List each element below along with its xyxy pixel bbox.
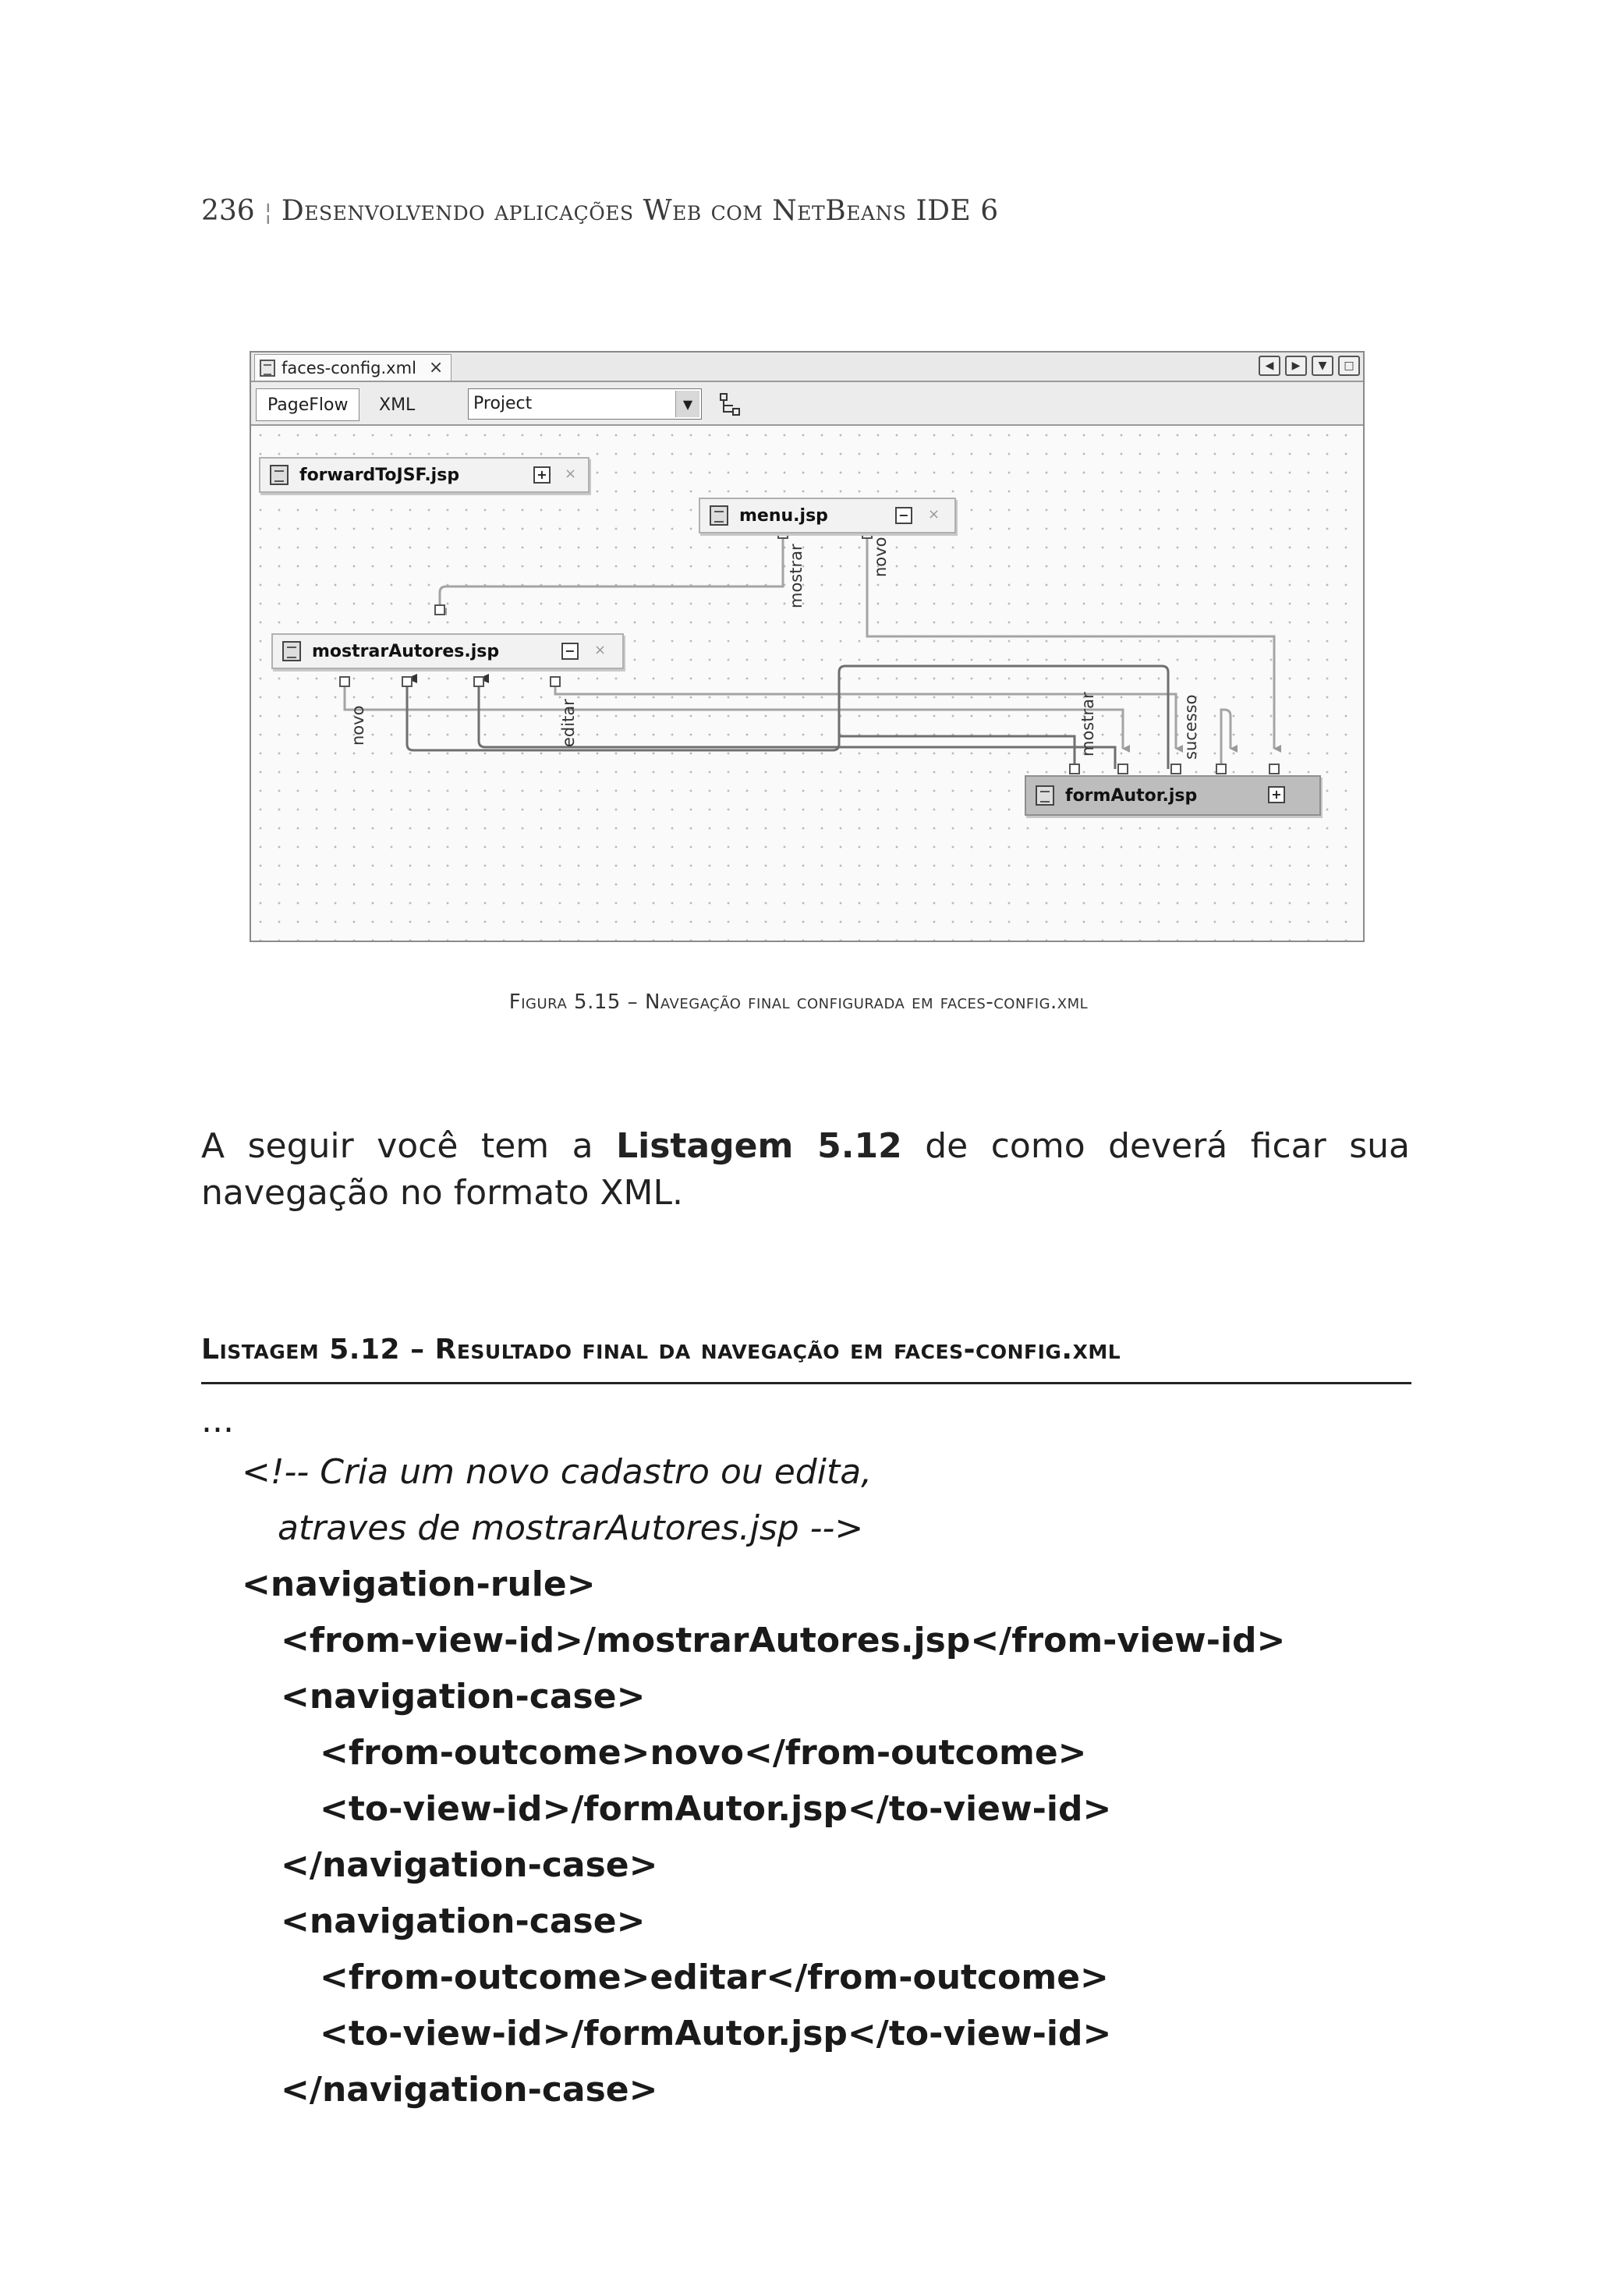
label-autores-novo: novo <box>349 705 367 746</box>
label-menu-novo: novo <box>871 537 890 577</box>
close-icon[interactable]: × <box>594 642 607 658</box>
edge-form-mostrar-a <box>839 666 1168 769</box>
code-line: <from-view-id>/mostrarAutores.jsp</from-view-id> <box>281 1621 1286 1660</box>
maximize-icon[interactable]: □ <box>1338 356 1360 376</box>
close-icon[interactable]: × <box>928 506 940 523</box>
layout-scene-icon[interactable] <box>717 392 744 418</box>
paragraph-text-before: A seguir você tem a <box>201 1126 617 1166</box>
code-line: <navigation-rule> <box>242 1564 596 1604</box>
scope-select-value: Project <box>473 394 533 413</box>
edge-form-mostrar-b <box>407 679 839 750</box>
collapse-icon[interactable]: − <box>561 643 579 660</box>
scope-select[interactable] <box>468 388 702 420</box>
node-forward-to-jsf[interactable] <box>259 457 590 493</box>
editor-toolbar <box>251 382 1363 426</box>
node-menu[interactable] <box>699 498 956 533</box>
code-line: <to-view-id>/formAutor.jsp</to-view-id> <box>320 2014 1112 2053</box>
jsp-page-icon <box>1036 785 1054 806</box>
code-line: <!-- Cria um novo cadastro ou edita, <box>242 1452 873 1492</box>
page-number: 236 <box>201 195 255 227</box>
body-paragraph <box>201 1123 1410 1217</box>
expand-icon[interactable]: + <box>1268 786 1285 803</box>
xml-file-icon <box>260 360 275 377</box>
node-label: menu.jsp <box>739 505 828 526</box>
book-title: Desenvolvendo aplicações Web com NetBeans IDE 6 <box>281 195 999 227</box>
node-mostrar-autores[interactable] <box>271 633 624 669</box>
label-menu-mostrar: mostrar <box>787 544 806 608</box>
file-tab-label: faces-config.xml <box>282 358 416 377</box>
edge-menu-mostrar <box>440 533 783 611</box>
tab-xml[interactable]: XML <box>379 395 416 415</box>
pageflow-canvas[interactable] <box>251 426 1363 941</box>
node-form-autor[interactable] <box>1025 775 1321 816</box>
close-icon[interactable]: × <box>565 466 577 482</box>
chevron-down-icon[interactable]: ▼ <box>675 391 699 417</box>
edge-form-sucesso <box>1221 710 1231 769</box>
figure-screenshot <box>250 351 1365 942</box>
scroll-left-icon[interactable]: ◀ <box>1259 356 1280 376</box>
code-line: <navigation-case> <box>281 1677 646 1717</box>
node-label: forwardToJSF.jsp <box>299 465 460 485</box>
listing-reference: Listagem 5.12 <box>616 1126 902 1166</box>
scroll-right-icon[interactable]: ▶ <box>1285 356 1307 376</box>
running-header <box>201 195 999 227</box>
tab-pageflow[interactable]: PageFlow <box>256 388 359 421</box>
label-autores-editar: editar <box>559 699 578 747</box>
code-line: </navigation-case> <box>281 2070 658 2110</box>
figure-caption: Figura 5.15 – Navegação final configurada em faces-config.xml <box>508 990 1089 1014</box>
expand-icon[interactable]: + <box>533 466 551 484</box>
listing-title: Listagem 5.12 – Resultado final da navegação em faces-config.xml <box>201 1334 1121 1366</box>
window-controls <box>1259 356 1360 376</box>
code-line: </navigation-case> <box>281 1845 658 1885</box>
paragraph-text-after: de como deverá ficar sua navegação no formato XML. <box>201 1126 1411 1213</box>
code-line: <from-outcome>novo</from-outcome> <box>320 1733 1087 1773</box>
file-tab-faces-config[interactable] <box>254 354 451 381</box>
dropdown-icon[interactable]: ▼ <box>1312 356 1333 376</box>
label-form-mostrar: mostrar <box>1078 692 1097 756</box>
node-label: formAutor.jsp <box>1065 785 1198 806</box>
label-form-sucesso: sucesso <box>1181 694 1200 760</box>
code-line: <from-outcome>editar</from-outcome> <box>320 1958 1109 1997</box>
node-label: mostrarAutores.jsp <box>312 641 500 661</box>
listing-divider <box>201 1382 1411 1384</box>
code-line: <navigation-case> <box>281 1901 646 1941</box>
editor-tab-bar <box>251 353 1363 382</box>
header-separator: ¦ <box>264 199 272 226</box>
jsp-page-icon <box>270 465 289 485</box>
code-line: <to-view-id>/formAutor.jsp</to-view-id> <box>320 1789 1112 1829</box>
edge-menu-novo <box>867 533 1274 749</box>
code-line: ... <box>201 1401 234 1440</box>
jsp-page-icon <box>710 505 728 526</box>
close-icon[interactable]: × <box>428 358 444 377</box>
code-line: atraves de mostrarAutores.jsp --> <box>278 1508 864 1548</box>
jsp-page-icon <box>282 641 301 661</box>
collapse-icon[interactable]: − <box>895 507 912 524</box>
